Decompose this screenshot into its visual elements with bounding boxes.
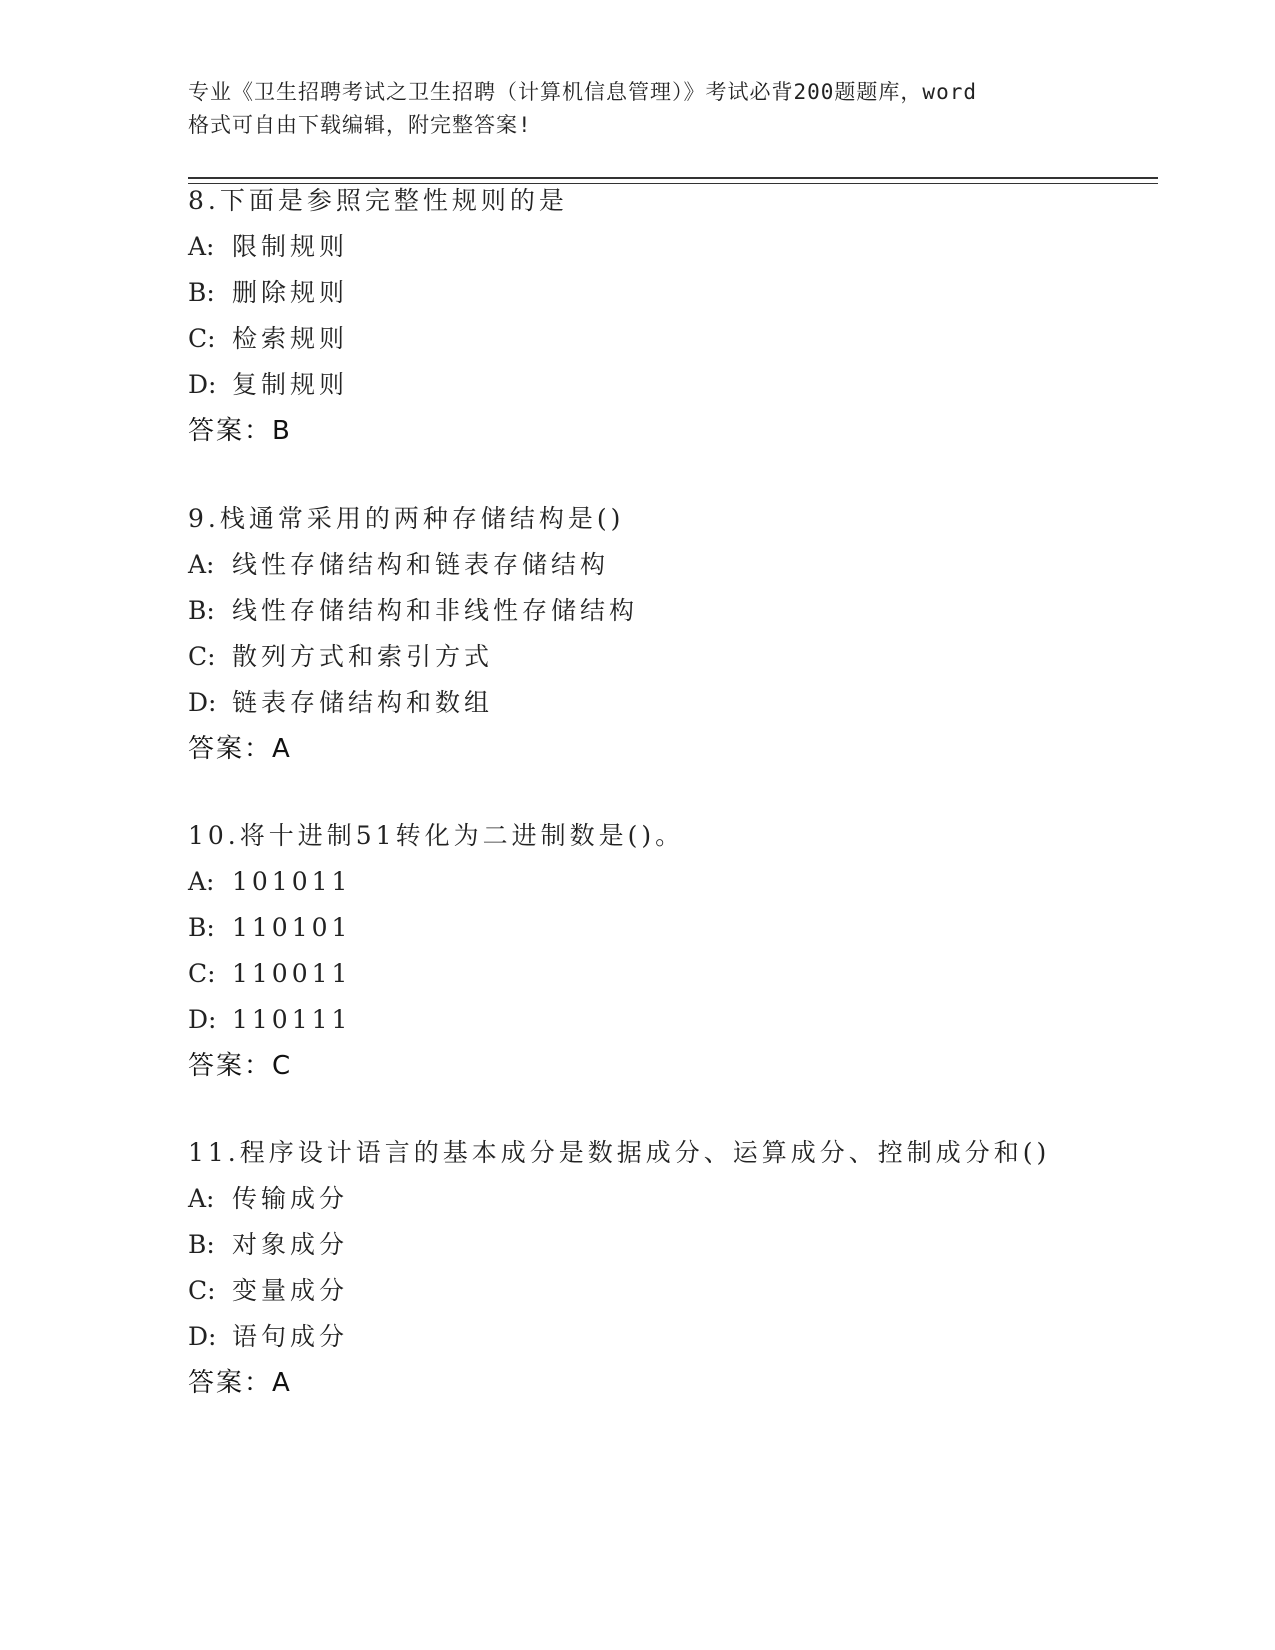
option-text: 删除规则 [232,278,349,307]
option-label: C: [188,1276,216,1305]
header-line-1: 专业《卫生招聘考试之卫生招聘（计算机信息管理）》考试必背200题题库，word [188,80,977,104]
option-label: A: [188,232,215,261]
question-title: 10.将十进制51转化为二进制数是()。 [188,821,685,850]
option-a [188,859,1138,905]
option-label: D: [188,1322,217,1351]
option-text: 变量成分 [232,1276,349,1305]
option-label: A: [188,550,215,579]
option-b [188,1222,1138,1268]
option-text: 110011 [232,959,352,988]
option-text: 线性存储结构和非线性存储结构 [232,596,639,625]
question-block [188,178,1138,454]
option-text: 110111 [232,1005,352,1034]
option-label: D: [188,688,217,717]
header-line-2: 格式可自由下载编辑，附完整答案! [188,113,532,137]
option-a [188,224,1138,270]
option-d [188,680,1138,726]
document-header [188,76,1088,142]
question-title: 8.下面是参照完整性规则的是 [188,186,568,215]
option-b [188,905,1138,951]
option-text: 散列方式和索引方式 [232,642,494,671]
option-text: 线性存储结构和链表存储结构 [232,550,610,579]
answer-line: 答案：C [188,1051,293,1081]
option-label: A: [188,867,215,896]
question-block [188,496,1138,772]
option-d [188,997,1138,1043]
question-title: 9.栈通常采用的两种存储结构是() [188,504,625,533]
option-d [188,362,1138,408]
option-text: 检索规则 [232,324,349,353]
option-label: C: [188,959,216,988]
option-label: B: [188,596,215,625]
answer-line: 答案：A [188,1368,292,1398]
option-label: B: [188,1230,215,1259]
option-text: 复制规则 [232,370,349,399]
option-b [188,270,1138,316]
option-a [188,1176,1138,1222]
option-c [188,951,1138,997]
option-text: 语句成分 [232,1322,349,1351]
option-c [188,316,1138,362]
option-label: C: [188,324,216,353]
option-c [188,1268,1138,1314]
option-label: D: [188,370,217,399]
question-block [188,1130,1138,1406]
option-label: D: [188,1005,217,1034]
option-text: 110101 [232,913,352,942]
option-text: 对象成分 [232,1230,349,1259]
question-block [188,813,1138,1089]
answer-line: 答案：B [188,416,292,446]
answer-line: 答案：A [188,734,292,764]
option-c [188,634,1138,680]
option-a [188,542,1138,588]
option-b [188,588,1138,634]
option-label: A: [188,1184,215,1213]
option-label: B: [188,913,215,942]
question-title: 11.程序设计语言的基本成分是数据成分、运算成分、控制成分和() [188,1138,1051,1167]
option-label: B: [188,278,215,307]
option-text: 链表存储结构和数组 [232,688,494,717]
option-text: 传输成分 [232,1184,349,1213]
option-label: C: [188,642,216,671]
option-d [188,1314,1138,1360]
option-text: 101011 [232,867,352,896]
option-text: 限制规则 [232,232,349,261]
